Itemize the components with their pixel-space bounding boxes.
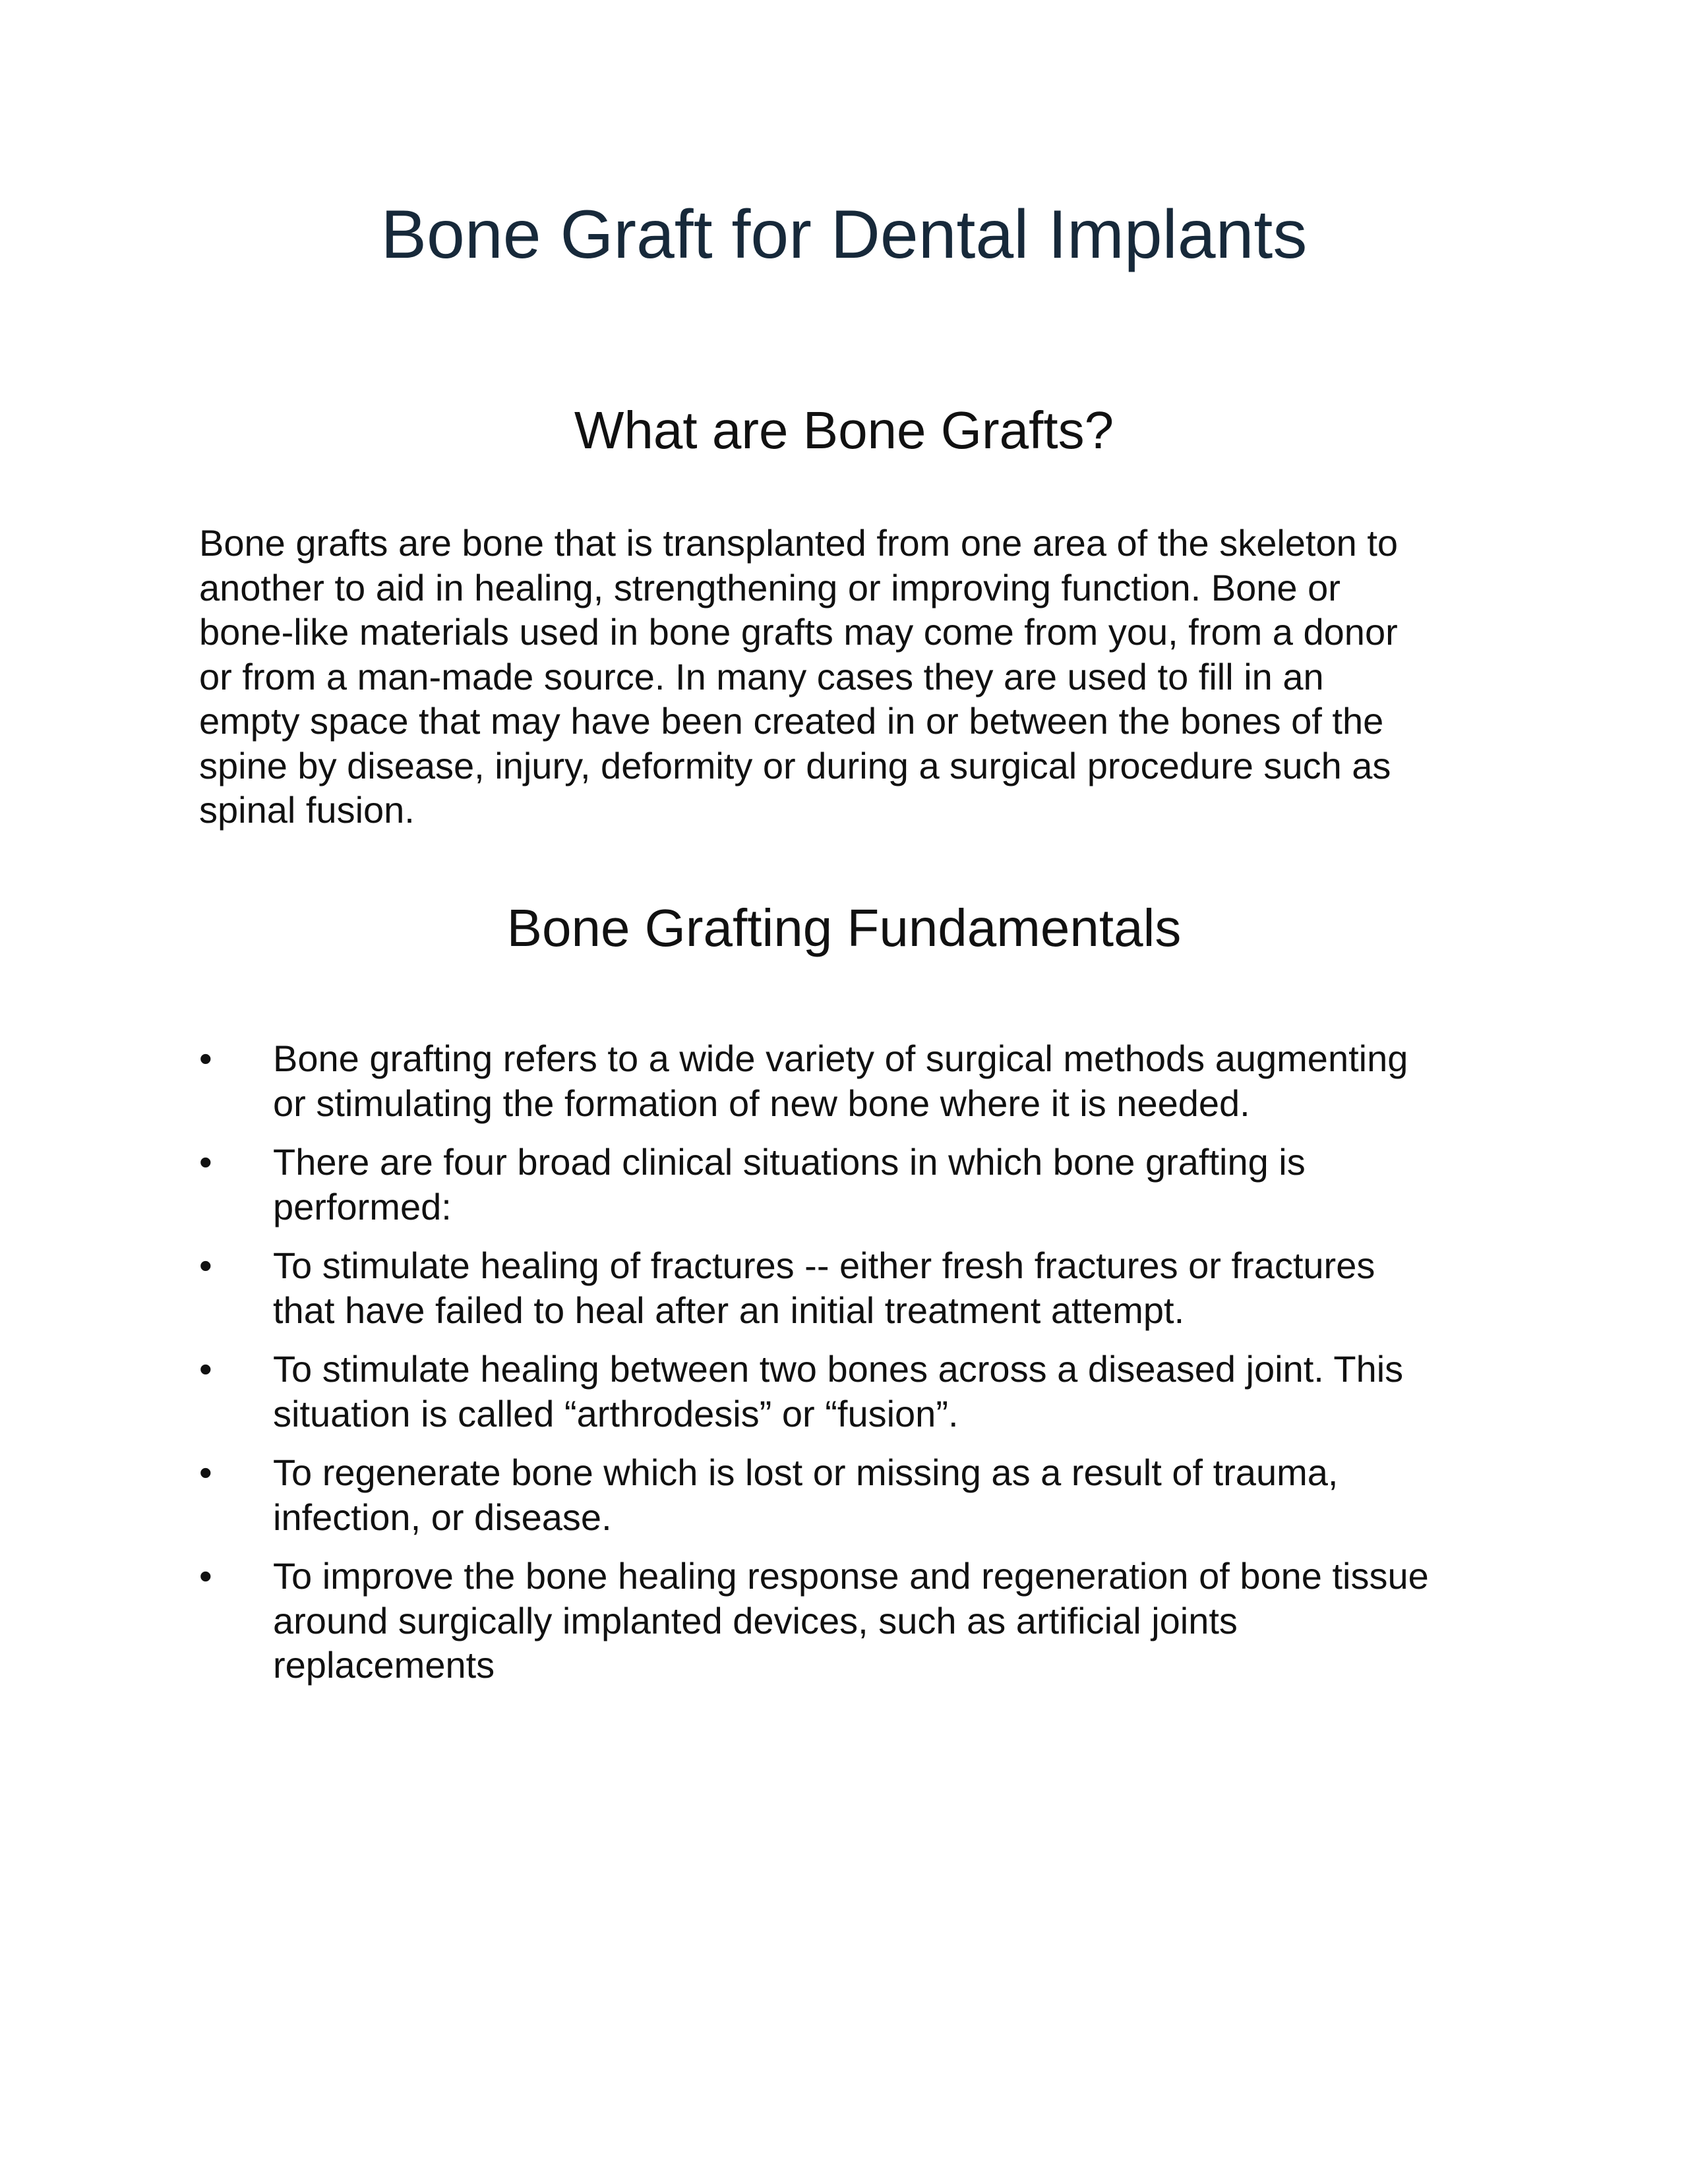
bullet-line: or stimulating the formation of new bone where it is needed. — [273, 1082, 1250, 1124]
section-heading-what-are-bone-grafts: What are Bone Grafts? — [574, 401, 1114, 459]
bullet-line: To stimulate healing of fractures -- either fresh fractures or fractures — [273, 1245, 1375, 1286]
intro-paragraph — [199, 521, 1518, 833]
page-title: Bone Graft for Dental Implants — [380, 196, 1308, 273]
bullet-item — [199, 1140, 1518, 1229]
bullet-text — [273, 1554, 1518, 1688]
bullet-line: To stimulate healing between two bones across a diseased joint. This — [273, 1348, 1404, 1390]
bullet-item — [199, 1036, 1518, 1125]
paragraph-line: another to aid in healing, strengthening or improving function. Bone or — [199, 566, 1341, 608]
bullet-line: infection, or disease. — [273, 1496, 612, 1538]
bullet-text — [273, 1036, 1518, 1125]
bullet-icon: • — [199, 1245, 212, 1286]
bullet-line: that have failed to heal after an initial treatment attempt. — [273, 1289, 1185, 1331]
bullet-line: To improve the bone healing response and regeneration of bone tissue — [273, 1555, 1429, 1597]
bullet-icon: • — [199, 1452, 212, 1493]
bullet-line: performed: — [273, 1185, 452, 1227]
bullet-icon: • — [199, 1555, 212, 1597]
bullet-text — [273, 1140, 1518, 1229]
fundamentals-bullet-list — [199, 1036, 1518, 1702]
bullet-icon: • — [199, 1038, 212, 1079]
bullet-text — [273, 1450, 1518, 1539]
bullet-icon: • — [199, 1141, 212, 1183]
paragraph-line: spine by disease, injury, deformity or during a surgical procedure such as — [199, 744, 1391, 786]
bullet-icon: • — [199, 1348, 212, 1390]
bullet-line: replacements — [273, 1644, 495, 1686]
bullet-item — [199, 1243, 1518, 1332]
paragraph-line: empty space that may have been created in or between the bones of the — [199, 700, 1384, 742]
bullet-line: There are four broad clinical situations in which bone grafting is — [273, 1141, 1306, 1183]
paragraph-line: Bone grafts are bone that is transplanted from one area of the skeleton to — [199, 522, 1399, 564]
bullet-item — [199, 1450, 1518, 1539]
paragraph-line: or from a man-made source. In many cases they are used to fill in an — [199, 655, 1324, 697]
paragraph-line: bone-like materials used in bone grafts may come from you, from a donor — [199, 611, 1398, 653]
bullet-line: To regenerate bone which is lost or missing as a result of trauma, — [273, 1452, 1339, 1493]
bullet-text — [273, 1243, 1518, 1332]
bullet-item — [199, 1554, 1518, 1688]
section-heading-bone-grafting-fundamentals: Bone Grafting Fundamentals — [506, 899, 1182, 957]
bullet-line: Bone grafting refers to a wide variety of surgical methods augmenting — [273, 1038, 1408, 1079]
bullet-text — [273, 1347, 1518, 1436]
bullet-line: around surgically implanted devices, such as artificial joints — [273, 1599, 1238, 1641]
paragraph-line: spinal fusion. — [199, 789, 415, 831]
bullet-line: situation is called “arthrodesis” or “fusion”. — [273, 1392, 959, 1434]
bullet-item — [199, 1347, 1518, 1436]
